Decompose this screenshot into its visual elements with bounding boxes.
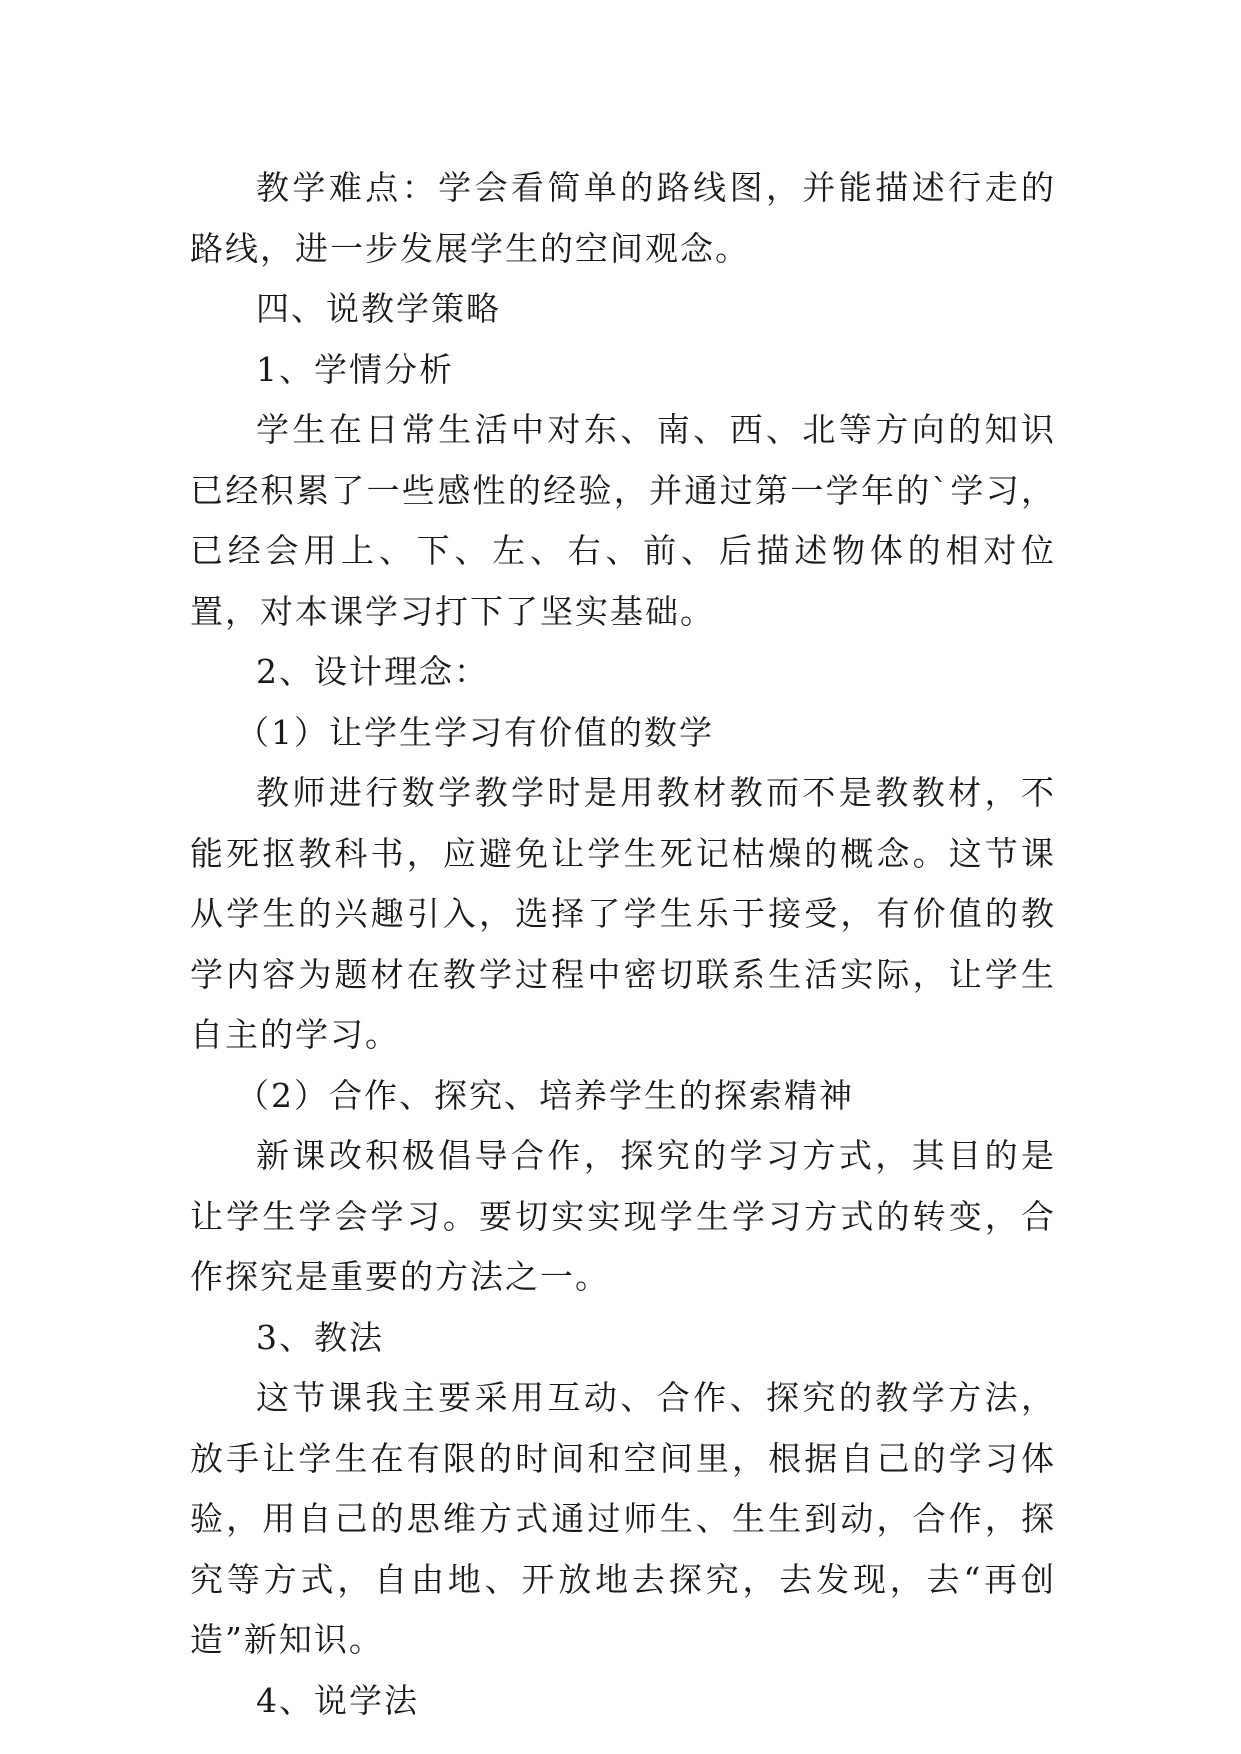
heading-learning-analysis: 1、学情分析: [256, 349, 454, 389]
paragraph-teaching-method: 这节课我主要采用互动、合作、探究的教学方法，放手让学生在有限的时间和空间里，根据自己的学习体验，用自己的思维方式通过师生、生生到动，合作，探究等方式，自由地、开放地去探究，去发现，去“再创造”新知识。: [190, 1378, 1056, 1659]
paragraph-valuable-math: 教师进行数学教学时是用教材教而不是教教材，不能死抠教科书，应避免让学生死记枯燥的概念。这节课从学生的兴趣引入，选择了学生乐于接受，有价值的教学内容为题材在教学过程中密切联系生活实际，让学生自主的学习。: [190, 773, 1056, 1054]
subheading-cooperation-exploration: （2）合作、探究、培养学生的探索精神: [236, 1075, 854, 1115]
heading-learning-method: 4、说学法: [256, 1680, 419, 1720]
paragraph-cooperation-exploration: 新课改积极倡导合作，探究的学习方式，其目的是让学生学会学习。要切实实现学生学习方式的转变，合作探究是重要的方法之一。: [190, 1136, 1056, 1296]
heading-design-concept: 2、设计理念：: [256, 652, 489, 691]
paragraph-learning-analysis: 学生在日常生活中对东、南、西、北等方向的知识已经积累了一些感性的经验，并通过第一学年的`学习，已经会用上、下、左、右、前、后描述物体的相对位置，对本课学习打下了坚实基础。: [190, 410, 1056, 631]
subheading-valuable-math: （1）让学生学习有价值的数学: [236, 712, 714, 752]
paragraph-teaching-difficulty: 教学难点：学会看简单的路线图，并能描述行走的路线，进一步发展学生的空间观念。: [190, 168, 1056, 268]
heading-teaching-method: 3、教法: [256, 1317, 384, 1357]
document-body: [190, 158, 1056, 1731]
heading-teaching-strategy: 四、说教学策略: [256, 289, 501, 328]
